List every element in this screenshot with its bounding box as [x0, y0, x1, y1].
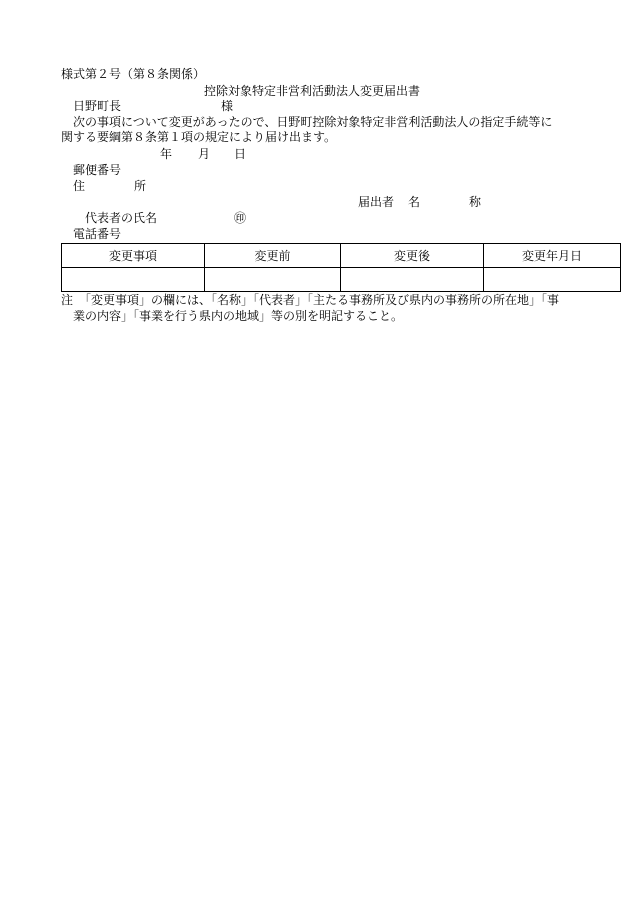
seal-mark: ㊞	[234, 211, 247, 225]
name-label-part-1: 名	[408, 195, 421, 209]
name-label-part-2: 称	[469, 195, 482, 209]
phone-number-label: 電話番号	[73, 227, 122, 241]
document-title: 控除対象特定非営利活動法人変更届出書	[204, 84, 421, 98]
header-change-date: 変更年月日	[484, 244, 621, 268]
cell-after-change[interactable]	[341, 268, 484, 292]
table-row	[62, 268, 621, 292]
cell-change-date[interactable]	[484, 268, 621, 292]
representative-name-label: 代表者の氏名	[85, 211, 158, 225]
date-year: 年	[160, 147, 173, 161]
date-day: 日	[234, 147, 247, 161]
cell-before-change[interactable]	[205, 268, 341, 292]
postal-code-label: 郵便番号	[73, 163, 122, 177]
address-label-part-2: 所	[134, 179, 147, 193]
header-after-change: 変更後	[341, 244, 484, 268]
note-line-2: 業の内容」「事業を行う県内の地域」等の別を明記すること。	[73, 309, 404, 323]
form-number: 様式第２号（第８条関係）	[61, 67, 206, 81]
body-text-line-1: 次の事項について変更があったので、日野町控除対象特定非営利活動法人の指定手続等に	[73, 115, 553, 129]
table-header-row	[62, 244, 621, 268]
honorific: 様	[221, 99, 234, 113]
note-line-1: 注 「変更事項」の欄には、「名称」「代表者」「主たる事務所及び県内の事務所の所在地」「事	[61, 293, 560, 307]
header-before-change: 変更前	[205, 244, 341, 268]
date-month: 月	[198, 147, 211, 161]
body-text-line-2: 関する要綱第８条第１項の規定により届け出ます。	[61, 130, 337, 144]
cell-change-item[interactable]	[62, 268, 205, 292]
address-label-part-1: 住	[73, 179, 86, 193]
header-change-item: 変更事項	[62, 244, 205, 268]
addressee: 日野町長	[73, 99, 122, 113]
change-table	[61, 243, 621, 292]
submitter-label: 届出者	[358, 195, 395, 209]
